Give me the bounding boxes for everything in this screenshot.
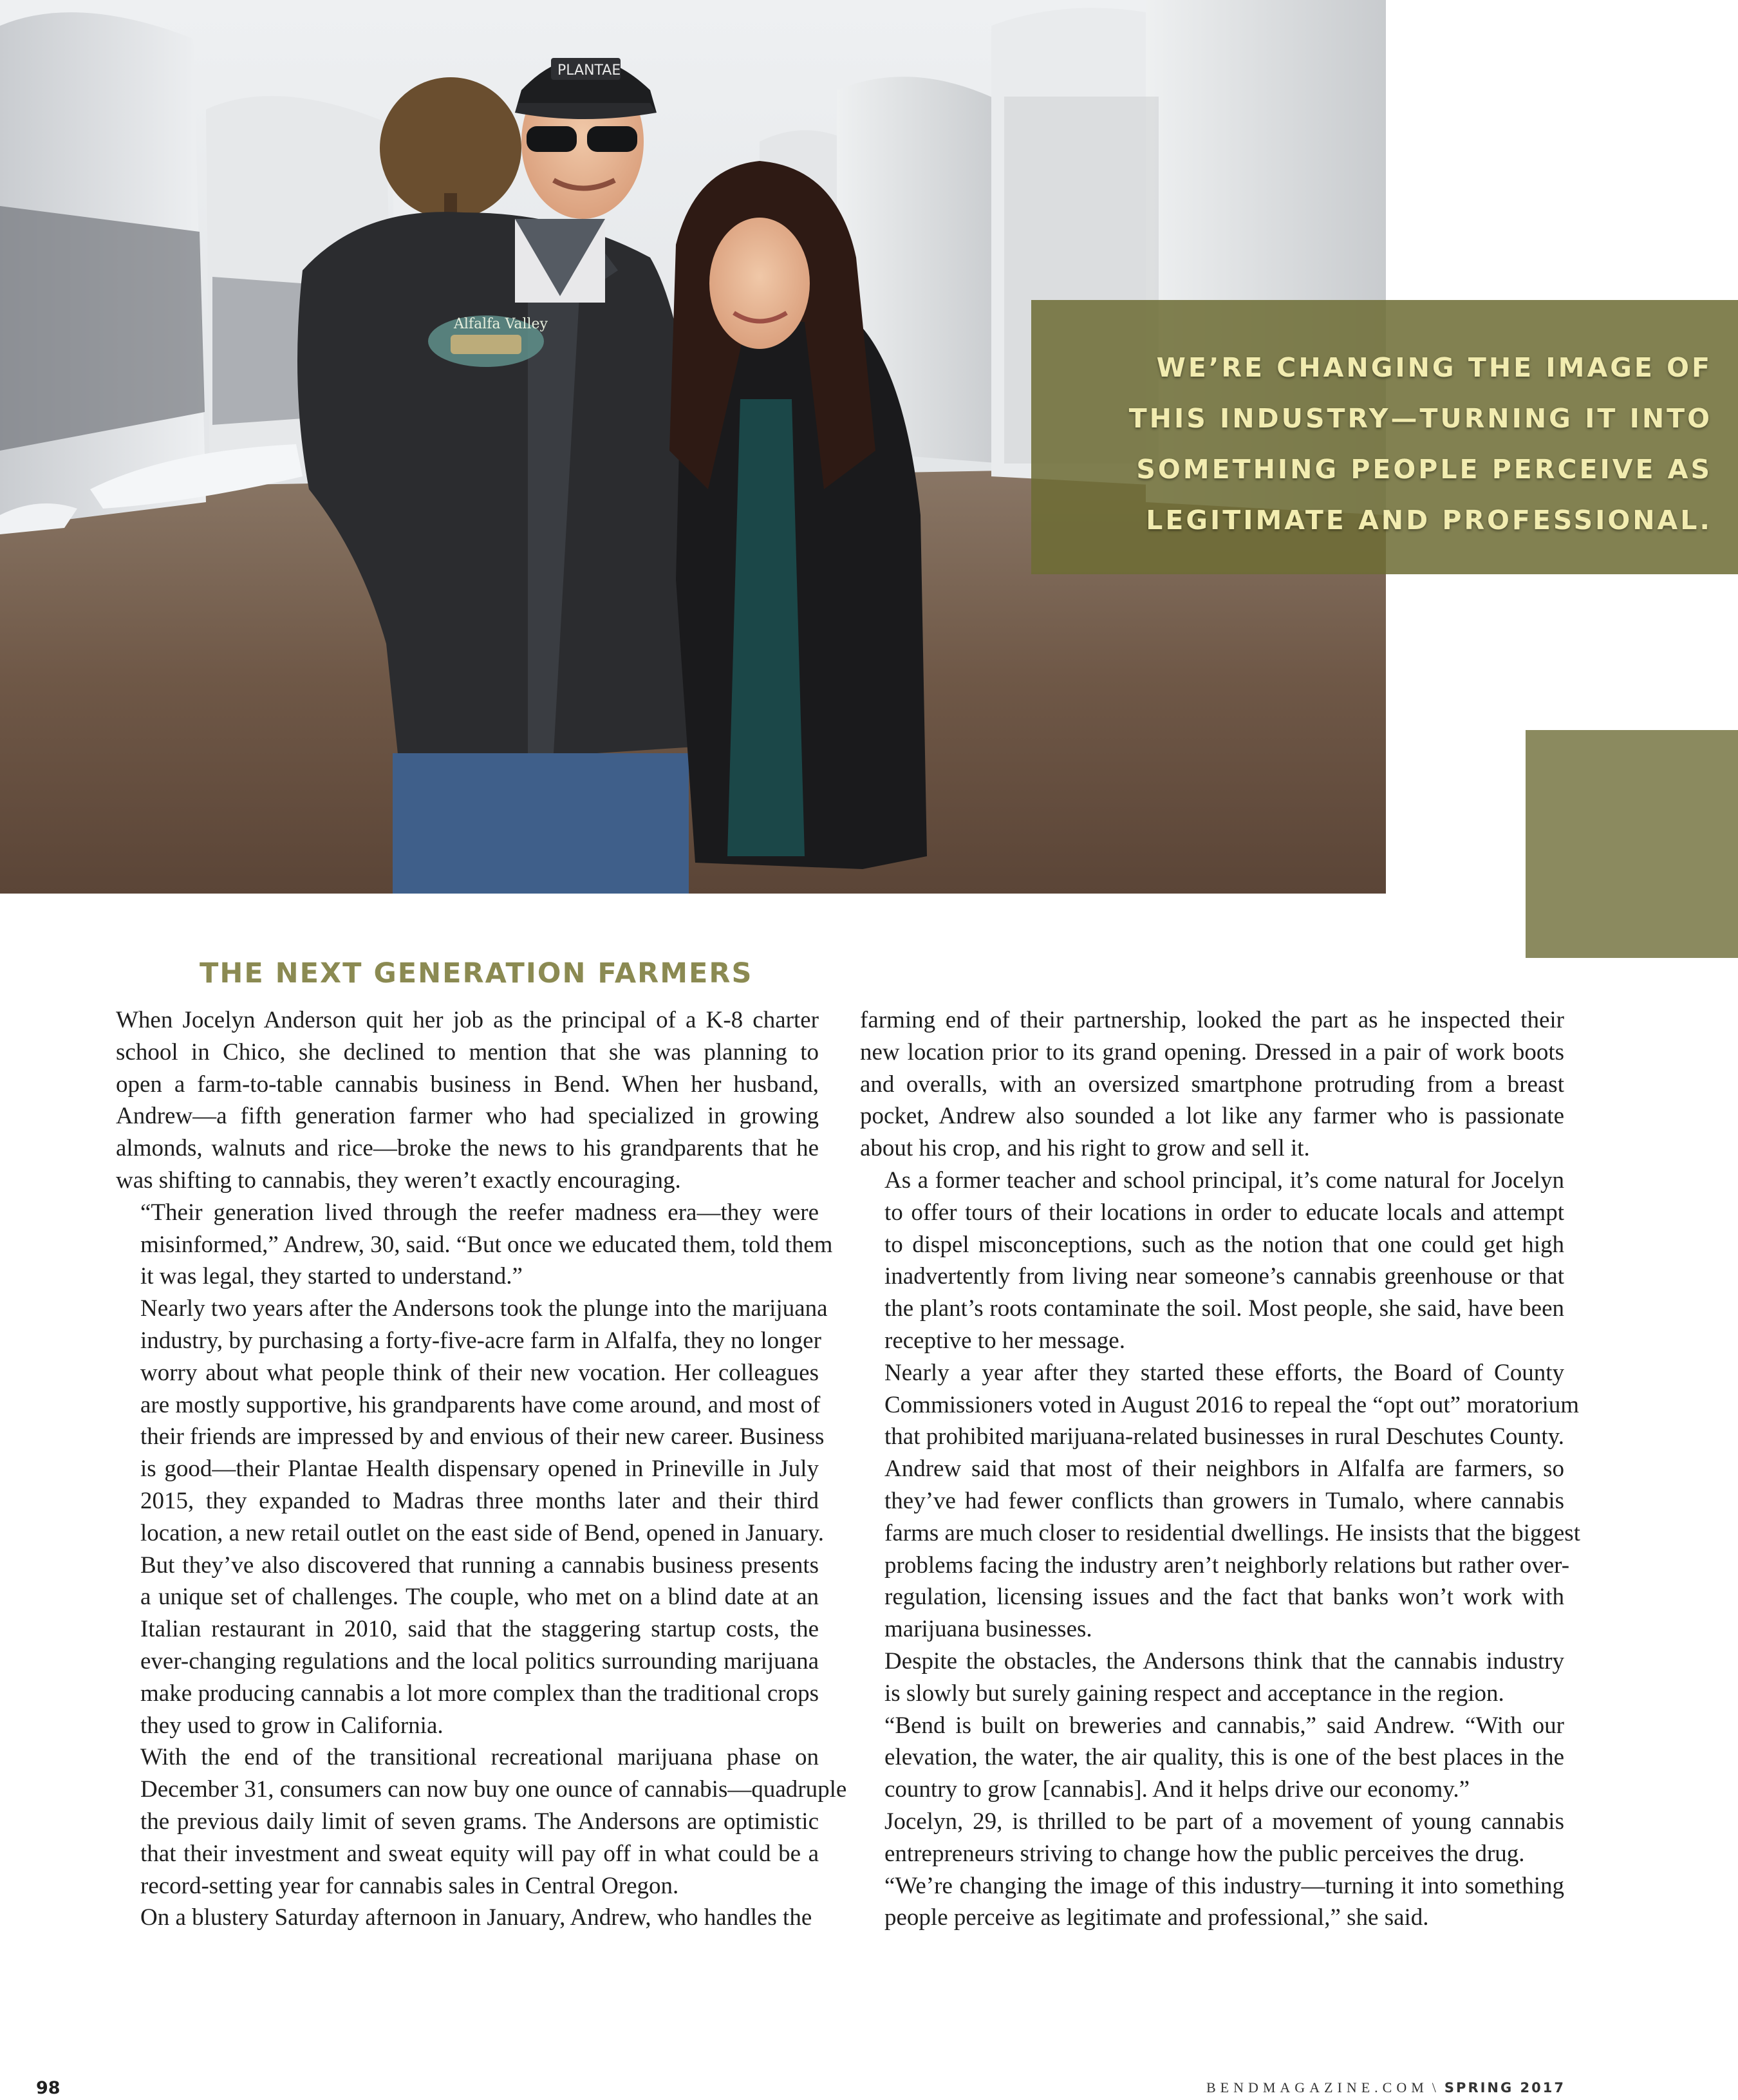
pull-quote-line: LEGITIMATE AND PROFESSIONAL. — [1146, 505, 1712, 536]
article-line: it was legal, they started to understand.” — [140, 1263, 523, 1290]
article-column-right — [860, 1004, 1580, 1934]
pull-quote-line: THIS INDUSTRY—TURNING IT INTO — [1128, 403, 1712, 434]
pull-quote-line: SOMETHING PEOPLE PERCEIVE AS — [1136, 454, 1712, 485]
footer-separator: \ — [1432, 2079, 1441, 2095]
article-line: 2015, they expanded to Madras three months later and their third — [140, 1487, 819, 1514]
article-line: they’ve had fewer conflicts than growers in Tumalo, where cannabis — [884, 1487, 1564, 1514]
article-line: farming end of their partnership, looked the part as he inspected their — [860, 1007, 1564, 1033]
article-line: Jocelyn, 29, is thrilled to be part of a movement of young cannabis — [884, 1808, 1564, 1835]
jacket-logo: Alfalfa Valley — [454, 316, 548, 332]
article-line: ever-changing regulations and the local politics surrounding marijuana — [140, 1647, 819, 1674]
article-line: new location prior to its grand opening. Dressed in a pair of work boots — [860, 1038, 1564, 1065]
article-line: December 31, consumers can now buy one ounce of cannabis—quadruple — [140, 1776, 847, 1803]
pull-quote — [1031, 300, 1738, 574]
article-line: was shifting to cannabis, they weren’t exactly encouraging. — [116, 1167, 681, 1194]
article-line: “We’re changing the image of this industry—turning it into something — [884, 1872, 1564, 1899]
article-line: “Bend is built on breweries and cannabis,” said Andrew. “With our — [884, 1712, 1564, 1739]
article-line: school in Chico, she declined to mention that she was planning to — [116, 1038, 819, 1065]
article-line: receptive to her message. — [884, 1327, 1125, 1354]
section-heading: THE NEXT GENERATION FARMERS — [200, 957, 753, 989]
article-line: worry about what people think of their new vocation. Her colleagues — [140, 1359, 819, 1386]
article-line: Commissioners voted in August 2016 to repeal the “opt out” moratorium — [884, 1391, 1580, 1418]
article-line: misinformed,” Andrew, 30, said. “But once we educated them, told them — [140, 1231, 833, 1258]
footer-issue: SPRING 2017 — [1444, 2080, 1565, 2095]
article-line: marijuana businesses. — [884, 1616, 1092, 1643]
article-paragraph — [860, 1165, 1564, 1357]
article-line: is slowly but surely gaining respect and acceptance in the region. — [884, 1680, 1504, 1707]
article-line: regulation, licensing issues and the fact that banks won’t work with — [884, 1584, 1564, 1611]
article-line: their friends are impressed by and envious of their new career. Business — [140, 1423, 825, 1450]
article-line: open a farm-to-table cannabis business in Bend. When her husband, — [116, 1071, 819, 1098]
article-line: problems facing the industry aren’t neighborly relations but rather over- — [884, 1552, 1570, 1579]
article-line: record-setting year for cannabis sales in Central Oregon. — [140, 1872, 679, 1899]
article-paragraph — [116, 1004, 819, 1197]
article-line: As a former teacher and school principal, it’s come natural for Jocelyn — [884, 1167, 1564, 1194]
article-line: industry, by purchasing a forty-five-acre farm in Alfalfa, they no longer — [140, 1327, 821, 1354]
article-paragraph — [860, 1710, 1564, 1806]
article-paragraph — [116, 1741, 847, 1902]
article-line: almonds, walnuts and rice—broke the news to his grandparents that he — [116, 1135, 819, 1162]
article-line: to dispel misconceptions, such as the notion that one could get high — [884, 1231, 1564, 1258]
article-line: entrepreneurs striving to change how the public perceives the drug. — [884, 1840, 1525, 1867]
article-line: farms are much closer to residential dwellings. He insists that the biggest — [884, 1519, 1580, 1546]
article-line: “Their generation lived through the reefer madness era—they were — [140, 1199, 819, 1226]
article-line: Andrew—a fifth generation farmer who had specialized in growing — [116, 1103, 819, 1130]
article-line: Despite the obstacles, the Andersons think that the cannabis industry — [884, 1647, 1564, 1674]
article-line: Italian restaurant in 2010, said that the staggering startup costs, the — [140, 1616, 819, 1643]
article-paragraph — [860, 1870, 1564, 1935]
article-line: are mostly supportive, his grandparents have come around, and most of — [140, 1391, 821, 1418]
article-line: Andrew said that most of their neighbors in Alfalfa are farmers, so — [884, 1456, 1564, 1483]
article-line: On a blustery Saturday afternoon in January, Andrew, who handles the — [140, 1904, 812, 1931]
footer-site: BENDMAGAZINE.COM — [1206, 2079, 1428, 2095]
article-line: make producing cannabis a lot more complex than the traditional crops — [140, 1680, 819, 1707]
article-line: With the end of the transitional recreational marijuana phase on — [140, 1744, 819, 1771]
article-line: and overalls, with an oversized smartphone protruding from a breast — [860, 1071, 1564, 1098]
article-line: the previous daily limit of seven grams. The Andersons are optimistic — [140, 1808, 819, 1835]
article-line: is good—their Plantae Health dispensary opened in Prineville in July — [140, 1456, 819, 1483]
footer-publication — [1206, 2079, 1565, 2096]
article-line: But they’ve also discovered that running a cannabis business presents — [140, 1552, 819, 1579]
article-line: location, a new retail outlet on the east side of Bend, opened in January. — [140, 1519, 825, 1546]
article-line: elevation, the water, the air quality, this is one of the best places in the — [884, 1744, 1564, 1771]
article-paragraph — [116, 1197, 833, 1293]
article-paragraph — [116, 1902, 819, 1934]
decorative-accent-block — [1526, 730, 1738, 958]
article-line: pocket, Andrew also sounded a lot like any farmer who is passionate — [860, 1103, 1564, 1130]
article-paragraph — [860, 1806, 1564, 1870]
article-paragraph — [860, 1357, 1580, 1645]
article-line: country to grow [cannabis]. And it helps drive our economy.” — [884, 1776, 1470, 1803]
article-line: to offer tours of their locations in order to educate locals and attempt — [884, 1199, 1564, 1226]
cap-logo: PLANTAE — [557, 62, 621, 79]
article-line: about his crop, and his right to grow and sell it. — [860, 1135, 1310, 1162]
article-column-left — [116, 1004, 847, 1934]
article-paragraph — [860, 1004, 1564, 1165]
article-paragraph — [116, 1550, 819, 1742]
article-line: inadvertently from living near someone’s cannabis greenhouse or that — [884, 1263, 1564, 1290]
article-paragraph — [116, 1293, 828, 1549]
article-line: they used to grow in California. — [140, 1712, 444, 1739]
article-line: When Jocelyn Anderson quit her job as the principal of a K-8 charter — [116, 1007, 819, 1033]
article-paragraph — [860, 1645, 1564, 1710]
article-line: a unique set of challenges. The couple, who met on a blind date at an — [140, 1584, 819, 1611]
article-line: that their investment and sweat equity will pay off in what could be a — [140, 1840, 819, 1867]
article-line: Nearly a year after they started these efforts, the Board of County — [884, 1359, 1564, 1386]
article-line: the plant’s roots contaminate the soil. Most people, she said, have been — [884, 1295, 1564, 1322]
article-line: Nearly two years after the Andersons took the plunge into the marijuana — [140, 1295, 828, 1322]
page-number: 98 — [36, 2078, 61, 2098]
pull-quote-line: WE’RE CHANGING THE IMAGE OF — [1156, 352, 1712, 383]
article-line: people perceive as legitimate and professional,” she said. — [884, 1904, 1429, 1931]
article-line: that prohibited marijuana-related businesses in rural Deschutes County. — [884, 1423, 1564, 1450]
